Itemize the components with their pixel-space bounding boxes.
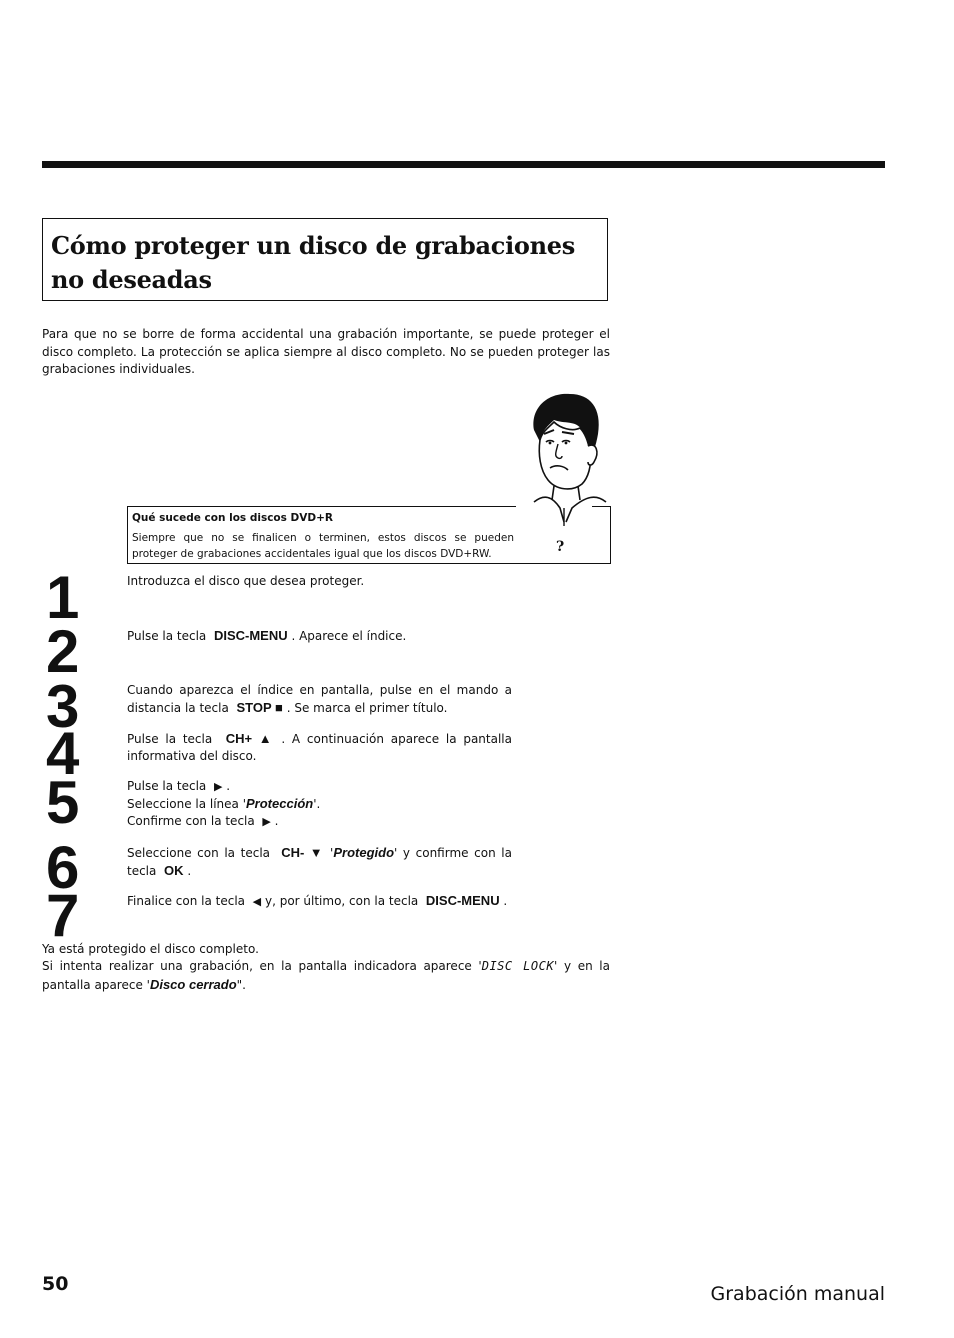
section-label: Grabación manual (710, 1283, 885, 1305)
ch-minus-key: CH- ▼ (281, 845, 325, 860)
ch-plus-key: CH+ ▲ (225, 731, 275, 746)
disco-cerrado-label: Disco cerrado (149, 976, 237, 992)
step-number-7: 7 (46, 882, 79, 949)
page-number: 50 (42, 1273, 69, 1295)
step-number-1: 1 (46, 564, 79, 631)
step-text-6: Seleccione con la tecla CH- ▼ 'Protegido' y confirme con la tecla OK . (127, 845, 512, 878)
step-text-3: Cuando aparezca el índice en pantalla, pulse en el mando a distancia la tecla STOP ■ . Se marca el primer título. (127, 683, 512, 715)
step-text-1: Introduzca el disco que desea proteger. (127, 574, 365, 588)
step-text-2: Pulse la tecla DISC-MENU . Aparece el índice. (127, 628, 407, 643)
thinking-man-icon (520, 390, 612, 530)
intro-paragraph: Para que no se borre de forma accidental una grabación importante, se puede proteger el disco completo. La protección se aplica siempre al disco completo. No se pueden proteger las grabaciones individuales. (42, 327, 610, 376)
step-number-5: 5 (46, 769, 79, 836)
step-number-6: 6 (46, 834, 79, 901)
left-arrow-icon: ◀ (252, 895, 262, 908)
step-number-3: 3 (46, 673, 79, 740)
info-title: Qué sucede con los discos DVD+R (132, 512, 333, 524)
protegido-label: Protegido (333, 845, 395, 860)
question-mark: ? (556, 539, 565, 555)
page-title: Cómo proteger un disco de grabaciones no deseadas (51, 231, 575, 294)
title-box (42, 218, 608, 301)
disc-menu-key: DISC-MENU (425, 893, 500, 908)
step-text-5: Pulse la tecla ▶ . Seleccione la línea 'Protección'. Confirme con la tecla ▶ . (127, 779, 321, 828)
step-number-2: 2 (46, 618, 79, 685)
right-arrow-icon: ▶ (262, 815, 271, 828)
stop-key: STOP ■ (236, 700, 283, 715)
right-arrow-icon: ▶ (213, 780, 223, 793)
info-body: Siempre que no se finalicen o terminen, estos discos se pueden proteger de grabaciones accidentales igual que los discos DVD+RW. (132, 532, 514, 560)
step-text-4: Pulse la tecla CH+ ▲ . A continuación aparece la pantalla informativa del disco. (127, 731, 512, 763)
proteccion-label: Protección (246, 796, 314, 811)
ok-key: OK (164, 863, 184, 878)
top-rule (42, 161, 885, 168)
lcd-display-text: DISC LOCK (481, 959, 555, 974)
outro-paragraph: Ya está protegido el disco completo. Si intenta realizar una grabación, en la pantalla indicadora aparece 'DISC LOCK' y en la pantalla aparece 'Disco cerrado". (42, 942, 610, 992)
disc-menu-key: DISC-MENU (213, 628, 288, 643)
step-number-4: 4 (46, 720, 79, 787)
step-text-7: Finalice con la tecla ◀ y, por último, con la tecla DISC-MENU . (127, 893, 508, 908)
